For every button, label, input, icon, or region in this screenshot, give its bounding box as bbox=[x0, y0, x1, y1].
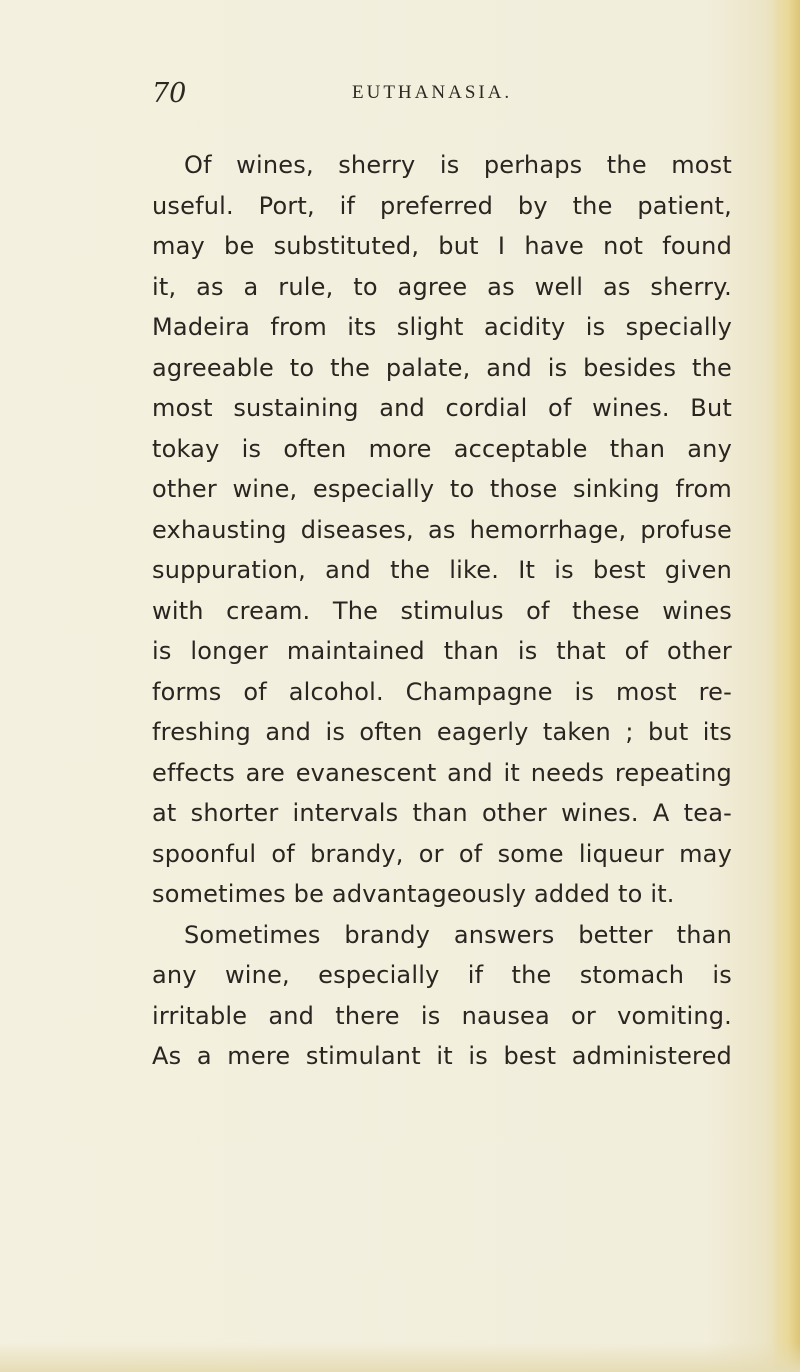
text-line: As a mere stimulant it is best administered bbox=[152, 1042, 732, 1070]
text-line: useful. Port, if preferred by the patient, bbox=[152, 191, 732, 220]
text-line: effects are evanescent and it needs repeating bbox=[152, 758, 732, 787]
text-line: forms of alcohol. Champagne is most re- bbox=[152, 677, 732, 706]
text-line: agreeable to the palate, and is besides the bbox=[152, 353, 732, 382]
text-line: exhausting diseases, as hemorrhage, profuse bbox=[152, 515, 732, 544]
text-line: at shorter intervals than other wines. A tea- bbox=[152, 799, 732, 827]
page-number: 70 bbox=[152, 78, 187, 109]
text-line: freshing and is often eagerly taken ; but its bbox=[152, 718, 732, 746]
text-line: tokay is often more acceptable than any bbox=[152, 434, 732, 463]
text-line: may be substituted, but I have not found bbox=[152, 232, 732, 260]
text-line: most sustaining and cordial of wines. But bbox=[152, 394, 732, 422]
page-edge-discoloration bbox=[772, 0, 800, 1372]
text-line: with cream. The stimulus of these wines bbox=[152, 596, 732, 625]
text-line: spoonful of brandy, or of some liqueur may bbox=[152, 839, 732, 868]
text-line: irritable and there is nausea or vomiting. bbox=[152, 1001, 732, 1030]
page-bottom-shade bbox=[0, 1342, 800, 1372]
text-line: other wine, especially to those sinking from bbox=[152, 475, 732, 503]
text-line: suppuration, and the like. It is best given bbox=[152, 556, 732, 584]
text-line: any wine, especially if the stomach is bbox=[152, 961, 732, 989]
body-text bbox=[152, 145, 732, 1077]
text-line: is longer maintained than is that of other bbox=[152, 637, 732, 665]
text-line: Of wines, sherry is perhaps the most bbox=[184, 151, 732, 179]
text-line: it, as a rule, to agree as well as sherry. bbox=[152, 272, 732, 301]
running-head: EUTHANASIA. bbox=[352, 82, 513, 103]
text-line: Madeira from its slight acidity is specially bbox=[152, 313, 732, 341]
text-line: sometimes be advantageously added to it. bbox=[152, 880, 675, 908]
text-line: Sometimes brandy answers better than bbox=[184, 920, 732, 949]
page-header bbox=[152, 78, 732, 118]
